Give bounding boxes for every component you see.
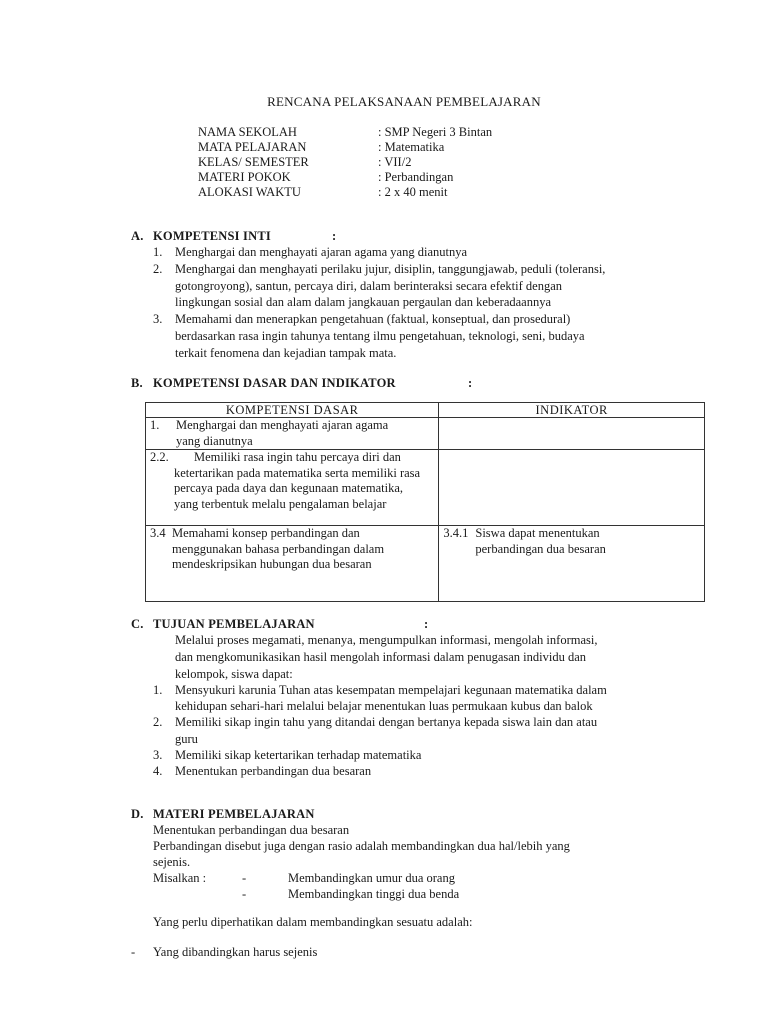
list-item-text: guru — [175, 732, 198, 746]
list-item-number: 4. — [153, 764, 163, 778]
list-item-text: Memiliki sikap ketertarikan terhadap matematika — [175, 748, 422, 762]
table-cell-kd — [146, 418, 439, 450]
indicator-number: 3.4.1 — [443, 526, 469, 540]
section-c-colon: : — [424, 617, 429, 631]
list-item-number: 1. — [153, 683, 163, 697]
list-item-text: gotongroyong), santun, percaya diri, dalam berinteraksi secara efektif dengan — [175, 279, 562, 293]
list-item-number: 3. — [153, 748, 163, 762]
list-item-number: 2. — [153, 262, 163, 276]
intro-text: dan mengkomunikasikan hasil mengolah informasi dalam penugasan individu dan — [175, 650, 587, 664]
example-label: Misalkan : — [153, 871, 207, 885]
table-cell-indicator — [439, 418, 705, 450]
list-item-text: Mensyukuri karunia Tuhan atas kesempatan mempelajari kegunaan matematika dalam — [175, 683, 607, 697]
section-d-heading: MATERI PEMBELAJARAN — [153, 807, 315, 821]
section-a-colon: : — [332, 229, 337, 243]
list-item-text: Menentukan perbandingan dua besaran — [175, 764, 372, 778]
kd-text: Menghargai dan menghayati ajaran agama yang dianutnya — [176, 418, 389, 448]
identity-label-time: ALOKASI WAKTU — [198, 185, 301, 199]
list-item-text: Menghargai dan menghayati ajaran agama yang dianutnya — [175, 245, 468, 259]
section-b-colon: : — [468, 376, 473, 390]
section-a-letter: A. — [131, 229, 144, 243]
identity-value-time: : 2 x 40 menit — [378, 185, 448, 199]
list-item-text: Menghargai dan menghayati perilaku jujur, disiplin, tanggungjawab, peduli (toleransi, — [175, 262, 606, 276]
identity-label-school: NAMA SEKOLAH — [198, 125, 297, 139]
kd-text: Memahami konsep perbandingan dan menggunakan bahasa perbandingan dalam mendeskripsikan hubungan dua besaran — [172, 526, 385, 571]
list-item-number: 1. — [153, 245, 163, 259]
identity-label-subject: MATA PELAJARAN — [198, 140, 307, 154]
table-cell-kd — [146, 526, 439, 602]
identity-value-topic: : Perbandingan — [378, 170, 454, 184]
list-item-number: 2. — [153, 715, 163, 729]
table-cell-kd — [146, 450, 439, 526]
table-row — [146, 450, 705, 526]
section-c-letter: C. — [131, 617, 144, 631]
example-dash: - — [242, 887, 247, 901]
list-item-text: Memahami dan menerapkan pengetahuan (faktual, konseptual, dan prosedural) — [175, 312, 571, 326]
table-cell-indicator — [439, 526, 705, 602]
identity-value-class: : VII/2 — [378, 155, 412, 169]
table-header-indicator: INDIKATOR — [439, 403, 705, 418]
list-item-text: lingkungan sosial dan alam dalam jangkauan pergaulan dan keberadaannya — [175, 295, 552, 309]
bullet-text: Yang dibandingkan harus sejenis — [153, 945, 318, 959]
example-text: Membandingkan umur dua orang — [288, 871, 455, 885]
list-item-text: Memiliki sikap ingin tahu yang ditandai dengan bertanya kepada siswa lain dan atau — [175, 715, 598, 729]
intro-text: kelompok, siswa dapat: — [175, 667, 293, 681]
list-item-text: terkait fenomena dan kejadian tampak mata. — [175, 346, 397, 360]
table-row — [146, 418, 705, 450]
material-definition: Perbandingan disebut juga dengan rasio adalah membandingkan dua hal/lebih yang — [153, 839, 570, 853]
material-definition: sejenis. — [153, 855, 191, 869]
section-b-heading: KOMPETENSI DASAR DAN INDIKATOR — [153, 376, 396, 390]
kd-text: Memiliki rasa ingin tahu percaya diri dan ketertarikan pada matematika serta memiliki rasa percaya pada daya dan kegunaan matematika, yang terbentuk melalu pengalaman belajar — [174, 450, 421, 511]
page-title: RENCANA PELAKSANAAN PEMBELAJARAN — [267, 94, 541, 109]
table-row — [146, 526, 705, 602]
material-note: Yang perlu diperhatikan dalam membandingkan sesuatu adalah: — [153, 915, 473, 929]
example-text: Membandingkan tinggi dua benda — [288, 887, 460, 901]
table-header-kd: KOMPETENSI DASAR — [146, 403, 439, 418]
table-cell-indicator — [439, 450, 705, 526]
table-header-row — [146, 403, 705, 418]
kd-number: 2.2. — [150, 450, 169, 464]
section-c-heading: TUJUAN PEMBELAJARAN — [153, 617, 315, 631]
list-item-text: kehidupan sehari-hari melalui belajar menentukan luas permukaan kubus dan balok — [175, 699, 593, 713]
section-a-heading: KOMPETENSI INTI — [153, 229, 271, 243]
bullet-dash: - — [131, 945, 136, 959]
material-subtitle: Menentukan perbandingan dua besaran — [153, 823, 350, 837]
identity-label-topic: MATERI POKOK — [198, 170, 291, 184]
identity-value-subject: : Matematika — [378, 140, 445, 154]
list-item-text: berdasarkan rasa ingin tahunya tentang ilmu pengetahuan, teknologi, seni, budaya — [175, 329, 585, 343]
identity-value-school: : SMP Negeri 3 Bintan — [378, 125, 493, 139]
indicator-text: Siswa dapat menentukan perbandingan dua besaran — [475, 526, 606, 556]
competency-table — [145, 402, 705, 602]
intro-text: Melalui proses megamati, menanya, mengumpulkan informasi, mengolah informasi, — [175, 633, 598, 647]
list-item-number: 3. — [153, 312, 163, 326]
section-d-letter: D. — [131, 807, 144, 821]
identity-label-class: KELAS/ SEMESTER — [198, 155, 309, 169]
kd-number: 1. — [150, 418, 160, 432]
section-b-letter: B. — [131, 376, 143, 390]
example-dash: - — [242, 871, 247, 885]
kd-number: 3.4 — [150, 526, 166, 540]
